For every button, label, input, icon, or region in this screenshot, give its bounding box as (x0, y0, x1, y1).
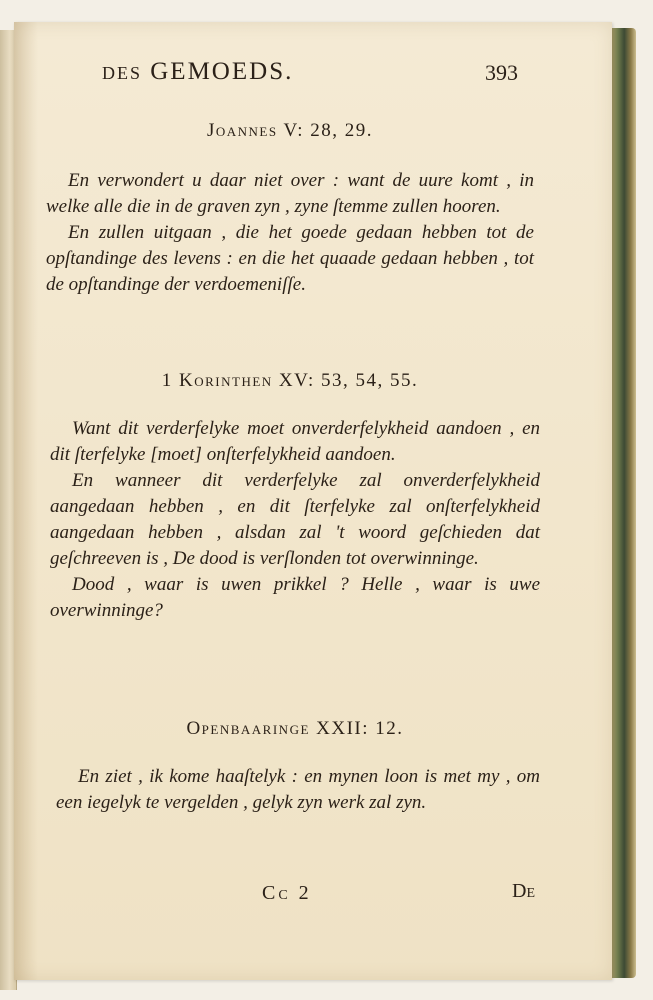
running-head (102, 58, 542, 98)
section-heading: Openbaaringe XXII: 12. (186, 718, 404, 739)
gutter-shadow (14, 22, 38, 980)
verse-paragraph: Dood , waar is uwen prikkel ? Helle , waar is uwe overwinninge? (50, 574, 540, 621)
page-number: 393 (485, 60, 518, 85)
signature-mark: Cc 2 (262, 882, 312, 904)
verse-paragraph: En verwondert u daar niet over : want de uure komt , in welke alle die in de graven zyn , zyne ſtemme zullen hooren. (46, 170, 534, 217)
catchword: De (512, 880, 535, 902)
verse-paragraph: En wanneer dit verderfelyke zal onverderfelykheid aangedaan hebben , en dit ſterfelyke zal onſterfelykheid aangedaan hebben , alsdan zal 't woord geſchieden dat geſchreeven is , De dood is verſlonden tot overwinninge. (50, 470, 540, 569)
verse-paragraph: En ziet , ik kome haaſtelyk : en mynen loon is met my , om een iegelyk te vergelden , gelyk zyn werk zal zyn. (56, 766, 540, 813)
section-heading: 1 Korinthen XV: 53, 54, 55. (161, 370, 419, 391)
book-cover-edge (610, 28, 636, 978)
section-text (50, 416, 540, 624)
section-text (56, 764, 540, 816)
verse-paragraph: En zullen uitgaan , die het goede gedaan hebben tot de opſtandinge des levens : en die het quaade gedaan hebben , tot de opſtandinge der verdoemeniſſe. (46, 222, 534, 295)
section-text (46, 168, 534, 298)
section-heading: Joannes V: 28, 29. (206, 120, 374, 141)
running-head-title: des GEMOEDS. (102, 58, 294, 85)
verse-paragraph: Want dit verderfelyke moet onverderfelykheid aandoen , en dit ſterfelyke [moet] onſterfelykheid aandoen. (50, 418, 540, 465)
